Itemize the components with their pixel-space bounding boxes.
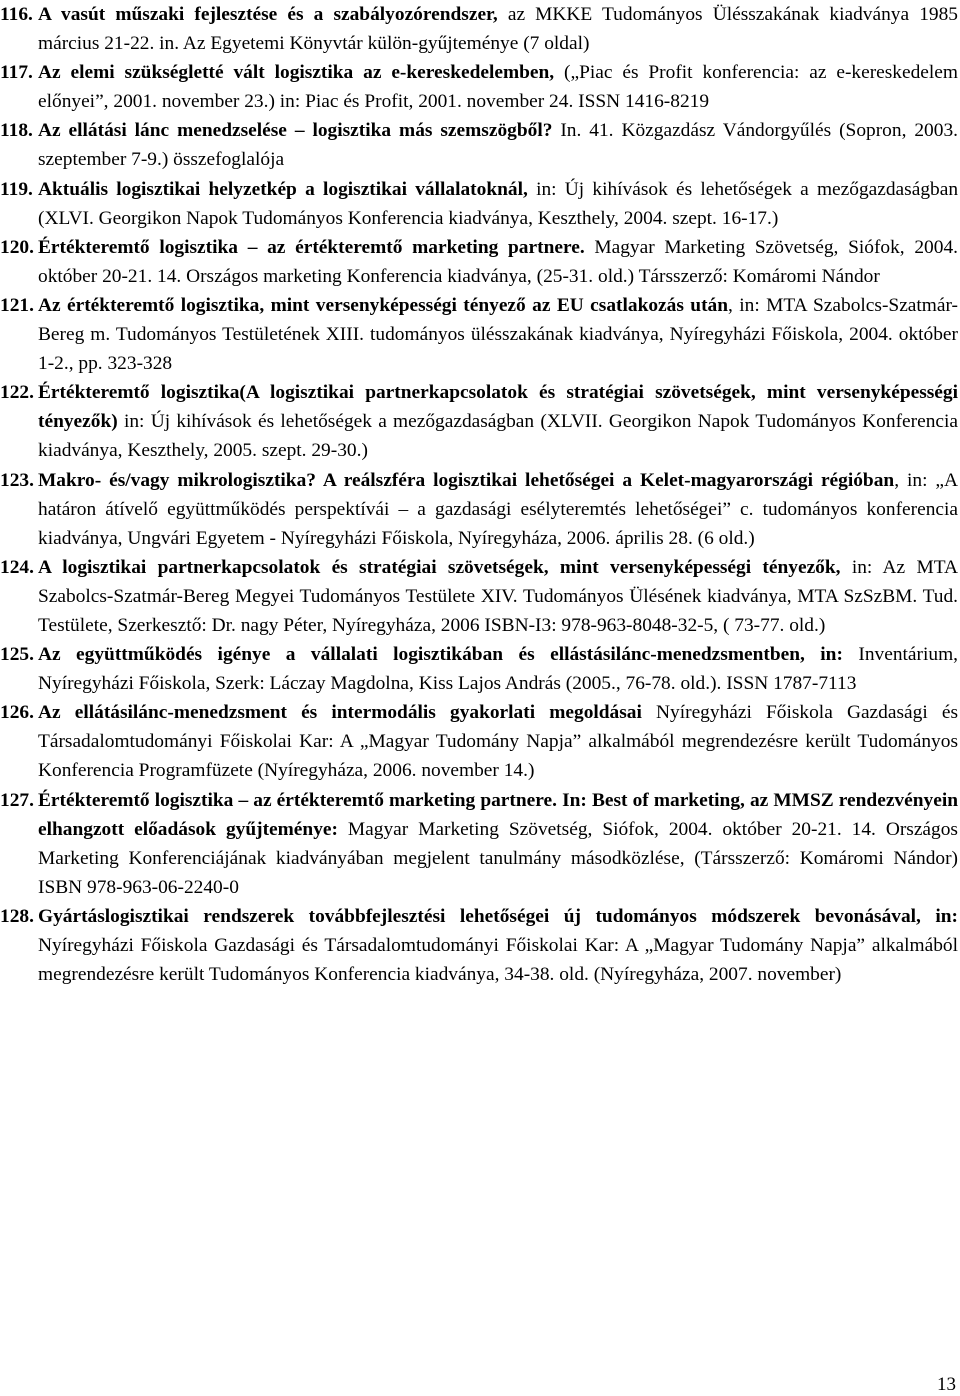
- publication-entry: [0, 175, 958, 233]
- entry-number: 121.: [0, 294, 34, 316]
- entry-number: 125.: [0, 644, 34, 666]
- publication-entry: [0, 0, 958, 58]
- entry-number: 124.: [0, 556, 34, 578]
- entry-number: 118.: [0, 120, 33, 142]
- entry-number: 116.: [0, 4, 33, 25]
- entry-title: Gyártáslogisztikai rendszerek továbbfejlesztési lehetőségei új tudományos módszerek bevonásával, in:: [38, 905, 958, 927]
- entry-title: Az együttműködés igénye a vállalati logisztikában és ellástásilánc-menedzsmentben, in:: [38, 644, 843, 666]
- entry-number: 119.: [0, 178, 33, 200]
- page-number: 13: [937, 1374, 956, 1395]
- publication-entry: [0, 233, 958, 291]
- entry-details: , in: MTA Szabolcs-Szatmár-Bereg m. Tudományos Testületének XIII. tudományos ülésszakának kiadványa, Nyíregyházi Főiskola, 2004. október 1-2., pp. 323-328: [38, 294, 959, 375]
- entry-details: Nyíregyházi Főiskola Gazdasági és Társadalomtudományi Főiskolai Kar: A „Magyar Tudomány Napja” alkalmából megrendezésre került Tudományos Konferencia Programfüzete (Nyíregyháza, 2006. november 14.): [38, 702, 958, 782]
- entry-details: , in: „A határon átívelő együttműködés perspektívái – a gazdasági esélyteremtés lehetőségei” c. tudományos konferencia kiadványa, Ungvári Egyetem - Nyíregyházi Főiskola, Nyíregyháza, 2006. április 28. (6 old.): [38, 469, 958, 549]
- entry-number: 128.: [0, 905, 34, 927]
- entry-number: 127.: [0, 789, 34, 811]
- entry-details: in: Új kihívások és lehetőségek a mezőgazdaságban (XLVII. Georgikon Napok Tudományos Konferencia kiadványa, Keszthely, 2005. szept. 29-30.): [38, 411, 958, 462]
- entry-details: Magyar Marketing Szövetség, Siófok, 2004. október 20-21. 14. Országos Marketing Konferenciájának kiadványában megjelent tanulmány másodközlése, (Társszerző: Komáromi Nándor) ISBN 978-963-06-2240-0: [38, 818, 958, 898]
- entry-title: Értékteremtő logisztika(A logisztikai partnerkapcsolatok és stratégiai szövetségek, mint versenyképességi tényezők): [38, 382, 958, 433]
- entry-details: Nyíregyházi Főiskola Gazdasági és Társadalomtudományi Főiskolai Kar: A „Magyar Tudomány Napja” alkalmából megrendezésre került Tudományos Konferencia kiadványa, 34-38. old. (Nyíregyháza, 2007. november): [38, 935, 958, 986]
- entry-title: Értékteremtő logisztika – az értékteremtő marketing partnere. In: Best of marketing, az MMSZ rendezvényein elhangzott előadások gyűjteménye:: [38, 789, 958, 840]
- publication-entry: [0, 640, 958, 698]
- entry-number: 120.: [0, 236, 34, 258]
- entry-title: Értékteremtő logisztika – az értékteremtő marketing partnere.: [38, 236, 585, 258]
- publication-entry: [0, 902, 958, 989]
- publication-entry: [0, 786, 958, 902]
- entry-details: Magyar Marketing Szövetség, Siófok, 2004. október 20-21. 14. Országos marketing Konferencia kiadványa, (25-31. old.) Társszerző: Komáromi Nándor: [38, 236, 958, 287]
- publication-entry: [0, 291, 958, 378]
- entry-details: In. 41. Közgazdász Vándorgyűlés (Sopron, 2003. szeptember 7-9.) összefoglalója: [38, 120, 958, 171]
- entry-title: Aktuális logisztikai helyzetkép a logisztikai vállalatoknál,: [38, 178, 528, 200]
- entry-title: A vasút műszaki fejlesztése és a szabályozórendszer,: [38, 4, 498, 25]
- entry-title: Az elemi szükségletté vált logisztika az e-kereskedelemben,: [38, 62, 555, 84]
- entry-title: Makro- és/vagy mikrologisztika? A reálszféra logisztikai lehetőségei a Kelet-magyarországi régióban: [38, 469, 895, 491]
- entry-number: 123.: [0, 469, 34, 491]
- entry-details: („Piac és Profit konferencia: az e-kereskedelem előnyei”, 2001. november 23.) in: Piac és Profit, 2001. november 24. ISSN 1416-8219: [38, 62, 958, 113]
- entry-details: in: Új kihívások és lehetőségek a mezőgazdaságban (XLVI. Georgikon Napok Tudományos Konferencia kiadványa, Keszthely, 2004. szept. 16-17.): [38, 178, 959, 229]
- entry-title: Az ellátási lánc menedzselése – logisztika más szemszögből?: [38, 120, 553, 142]
- publication-entry: [0, 378, 958, 465]
- entry-number: 126.: [0, 702, 34, 724]
- entry-details: Inventárium, Nyíregyházi Főiskola, Szerk: Láczay Magdolna, Kiss Lajos András (2005., 76-78. old.). ISSN 1787-7113: [38, 644, 958, 695]
- publication-entry: [0, 553, 958, 640]
- entry-title: Az értékteremtő logisztika, mint versenyképességi tényező az EU csatlakozás után: [38, 294, 729, 316]
- publication-entry: [0, 698, 958, 785]
- entry-title: Az ellátásilánc-menedzsment és intermodális gyakorlati megoldásai: [38, 702, 642, 724]
- publication-entry: [0, 116, 958, 174]
- entry-details: in: Az MTA Szabolcs-Szatmár-Bereg Megyei Tudományos Testülete XIV. Tudományos Ülésének kiadványa, MTA SzSzBM. Tud. Testülete, Szerkesztő: Dr. nagy Péter, Nyíregyháza, 2006 ISBN-I3: 978-963-8048-32-5, ( 73-77. old.): [38, 556, 959, 636]
- entry-title: A logisztikai partnerkapcsolatok és stratégiai szövetségek, mint versenyképességi tényezők,: [38, 556, 841, 578]
- entry-number: 117.: [0, 62, 33, 84]
- entry-details: az MKKE Tudományos Ülésszakának kiadványa 1985 március 21-22. in. Az Egyetemi Könyvtár külön-gyűjteménye (7 oldal): [38, 4, 958, 55]
- publication-entry: [0, 58, 958, 116]
- entry-number: 122.: [0, 382, 34, 404]
- publication-entry: [0, 466, 958, 553]
